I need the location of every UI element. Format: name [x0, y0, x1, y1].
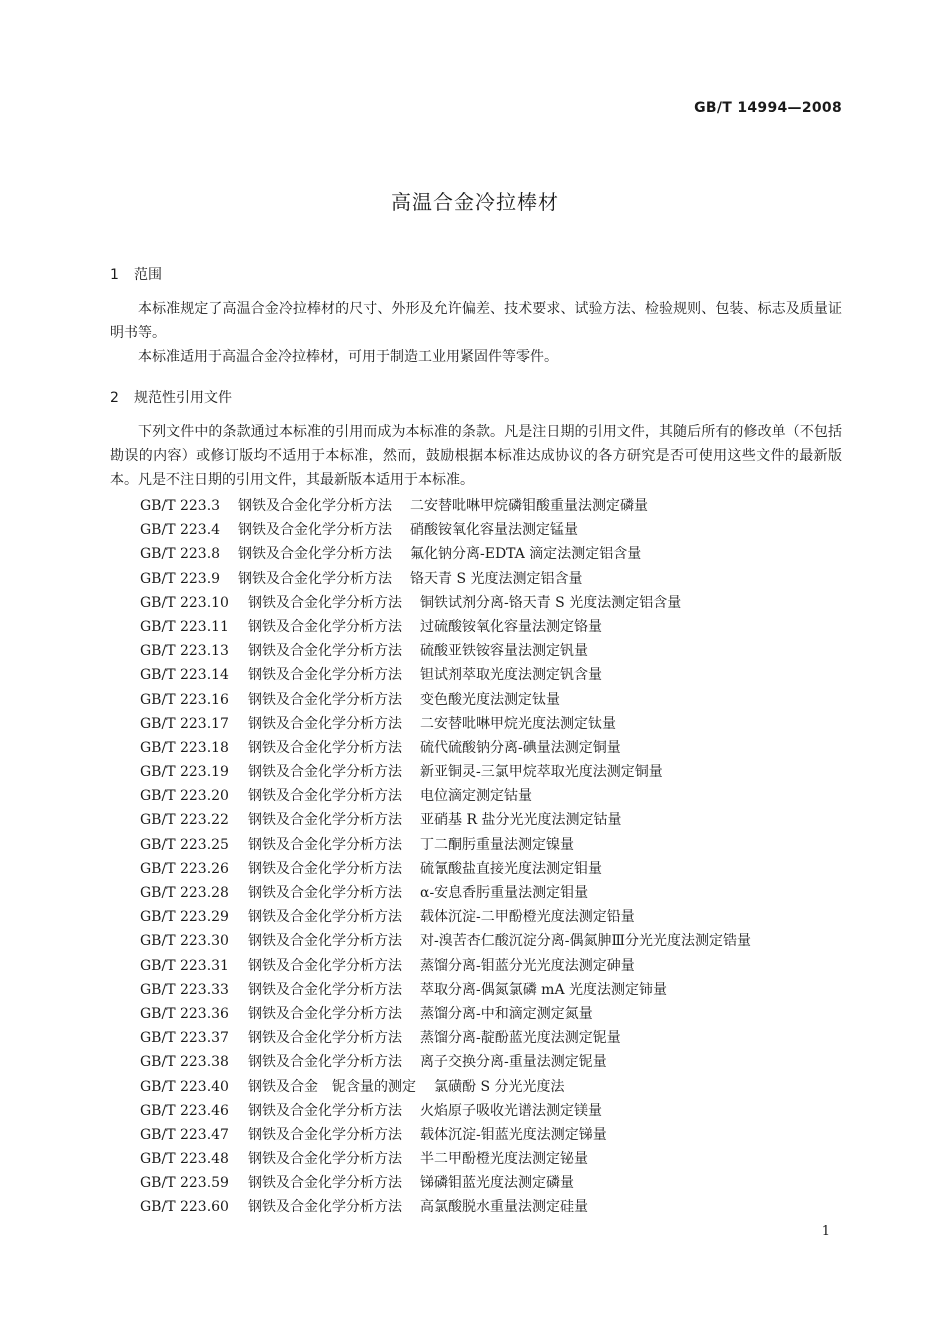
reference-title: 钽试剂萃取光度法测定钒含量 [420, 667, 602, 684]
reference-title: 载体沉淀-二甲酚橙光度法测定铅量 [420, 909, 635, 926]
reference-title: 变色酸光度法测定钛量 [420, 691, 560, 708]
reference-code: GB/T 223.29 [140, 909, 229, 926]
reference-code: GB/T 223.11 [140, 618, 229, 635]
reference-code: GB/T 223.25 [140, 836, 229, 853]
reference-method: 钢铁及合金化学分析方法 [248, 885, 402, 901]
reference-title: 对-溴苦杏仁酸沉淀分离-偶氮胂Ⅲ分光光度法测定锆量 [420, 933, 751, 950]
reference-item [140, 712, 860, 736]
reference-item [140, 1195, 860, 1219]
section-1-heading [110, 264, 162, 284]
reference-code: GB/T 223.28 [140, 885, 229, 901]
reference-method: 钢铁及合金 铌含量的测定 [248, 1078, 416, 1095]
reference-title: 蒸馏分离-钼蓝分光光度法测定砷量 [420, 957, 635, 974]
reference-method: 钢铁及合金化学分析方法 [248, 1030, 402, 1047]
reference-code: GB/T 223.4 [140, 522, 221, 539]
reference-title: 丁二酮肟重量法测定镍量 [420, 836, 574, 853]
section-1-number: 1 [110, 267, 119, 283]
reference-item [140, 808, 860, 832]
reference-method: 钢铁及合金化学分析方法 [248, 788, 402, 805]
reference-method: 钢铁及合金化学分析方法 [248, 981, 402, 998]
section-2-title: 规范性引用文件 [134, 390, 232, 406]
reference-method: 钢铁及合金化学分析方法 [248, 933, 402, 950]
reference-code: GB/T 223.20 [140, 788, 229, 805]
reference-item [140, 1171, 860, 1195]
reference-item [140, 978, 860, 1002]
reference-code: GB/T 223.46 [140, 1102, 229, 1119]
reference-item [140, 591, 860, 615]
reference-method: 钢铁及合金化学分析方法 [238, 570, 392, 587]
page-number: 1 [821, 1224, 830, 1239]
reference-code: GB/T 223.38 [140, 1054, 229, 1071]
reference-title: 亚硝基 R 盐分光光度法测定钴量 [420, 812, 622, 829]
reference-code: GB/T 223.13 [140, 643, 229, 660]
reference-method: 钢铁及合金化学分析方法 [238, 546, 392, 563]
reference-title: 高氯酸脱水重量法测定硅量 [420, 1199, 588, 1216]
reference-item [140, 567, 860, 591]
reference-method: 钢铁及合金化学分析方法 [248, 909, 402, 926]
reference-title: 硝酸铵氧化容量法测定锰量 [410, 522, 578, 539]
reference-method: 钢铁及合金化学分析方法 [248, 1151, 402, 1168]
reference-title: 新亚铜灵-三氯甲烷萃取光度法测定铜量 [420, 764, 663, 781]
reference-title: 硫酸亚铁铵容量法测定钒量 [420, 643, 588, 660]
reference-item [140, 1002, 860, 1026]
reference-item [140, 833, 860, 857]
reference-item [140, 1123, 860, 1147]
reference-title: 半二甲酚橙光度法测定铋量 [420, 1151, 588, 1168]
reference-title: 火焰原子吸收光谱法测定镁量 [420, 1102, 602, 1119]
reference-code: GB/T 223.14 [140, 667, 229, 684]
reference-code: GB/T 223.31 [140, 957, 229, 974]
reference-method: 钢铁及合金化学分析方法 [248, 715, 402, 732]
reference-item [140, 736, 860, 760]
reference-method: 钢铁及合金化学分析方法 [248, 618, 402, 635]
reference-method: 钢铁及合金化学分析方法 [248, 739, 402, 756]
section-2-heading [110, 387, 232, 407]
reference-code: GB/T 223.47 [140, 1126, 229, 1143]
reference-code: GB/T 223.26 [140, 860, 229, 877]
reference-method: 钢铁及合金化学分析方法 [248, 667, 402, 684]
reference-title: 锑磷钼蓝光度法测定磷量 [420, 1175, 574, 1192]
reference-item [140, 1147, 860, 1171]
reference-item [140, 1026, 860, 1050]
reference-title: 硫代硫酸钠分离-碘量法测定铜量 [420, 739, 621, 756]
reference-title: 氟化钠分离-EDTA 滴定法测定铝含量 [410, 546, 642, 563]
reference-title: 二安替吡啉甲烷磷钼酸重量法测定磷量 [410, 498, 648, 514]
reference-code: GB/T 223.36 [140, 1005, 229, 1022]
reference-method: 钢铁及合金化学分析方法 [248, 1199, 402, 1216]
reference-method: 钢铁及合金化学分析方法 [248, 860, 402, 877]
reference-code: GB/T 223.60 [140, 1199, 229, 1216]
scope-paragraph-2: 本标准适用于高温合金冷拉棒材，可用于制造工业用紧固件等零件。 [138, 349, 558, 365]
reference-item [140, 1050, 860, 1074]
reference-method: 钢铁及合金化学分析方法 [248, 1102, 402, 1119]
reference-item [140, 760, 860, 784]
reference-title: 离子交换分离-重量法测定铌量 [420, 1054, 607, 1071]
reference-code: GB/T 223.30 [140, 933, 229, 950]
reference-code: GB/T 223.59 [140, 1175, 229, 1192]
reference-code: GB/T 223.19 [140, 764, 229, 781]
section-2-number: 2 [110, 390, 119, 406]
reference-code: GB/T 223.40 [140, 1078, 229, 1095]
reference-method: 钢铁及合金化学分析方法 [248, 594, 402, 611]
reference-title: 氯磺酚 S 分光光度法 [434, 1078, 565, 1095]
reference-code: GB/T 223.10 [140, 594, 229, 611]
reference-title: 萃取分离-偶氮氯磷 mA 光度法测定铈量 [420, 981, 668, 998]
reference-title: 二安替吡啉甲烷光度法测定钛量 [420, 715, 616, 732]
reference-code: GB/T 223.48 [140, 1151, 229, 1168]
reference-code: GB/T 223.8 [140, 546, 221, 563]
reference-code: GB/T 223.18 [140, 739, 229, 756]
references-intro-paragraph: 下列文件中的条款通过本标准的引用而成为本标准的条款。凡是注日期的引用文件，其随后所有的修改单（不包括勘误的内容）或修订版均不适用于本标准，然而，鼓励根据本标准达成协议的各方研究是否可使用这些文件的最新版本。凡是不注日期的引用文件，其最新版本适用于本标准。 [110, 424, 842, 488]
reference-method: 钢铁及合金化学分析方法 [248, 764, 402, 781]
section-1-title: 范围 [134, 267, 162, 283]
reference-list [140, 494, 860, 1220]
reference-item [140, 688, 860, 712]
reference-title: 铬天青 S 光度法测定铝含量 [410, 570, 583, 587]
reference-item [140, 494, 860, 518]
reference-method: 钢铁及合金化学分析方法 [248, 643, 402, 660]
reference-code: GB/T 223.22 [140, 812, 229, 829]
reference-item [140, 542, 860, 566]
reference-item [140, 639, 860, 663]
reference-code: GB/T 223.33 [140, 981, 229, 998]
reference-code: GB/T 223.17 [140, 715, 229, 732]
reference-method: 钢铁及合金化学分析方法 [248, 812, 402, 829]
reference-title: 过硫酸铵氧化容量法测定铬量 [420, 618, 602, 635]
reference-title: 硫氰酸盐直接光度法测定钼量 [420, 860, 602, 877]
reference-method: 钢铁及合金化学分析方法 [248, 1054, 402, 1071]
reference-item [140, 881, 860, 905]
reference-code: GB/T 223.16 [140, 691, 229, 708]
reference-title: 载体沉淀-钼蓝光度法测定锑量 [420, 1126, 607, 1143]
reference-item [140, 615, 860, 639]
reference-method: 钢铁及合金化学分析方法 [238, 522, 392, 539]
reference-method: 钢铁及合金化学分析方法 [248, 691, 402, 708]
reference-code: GB/T 223.9 [140, 570, 221, 587]
reference-method: 钢铁及合金化学分析方法 [248, 1175, 402, 1192]
reference-item [140, 784, 860, 808]
reference-item [140, 929, 860, 953]
reference-item [140, 1075, 860, 1099]
reference-method: 钢铁及合金化学分析方法 [248, 1126, 402, 1143]
reference-title: 铜铁试剂分离-铬天青 S 光度法测定铝含量 [420, 594, 682, 611]
reference-method: 钢铁及合金化学分析方法 [248, 957, 402, 974]
scope-paragraph-1: 本标准规定了高温合金冷拉棒材的尺寸、外形及允许偏差、技术要求、试验方法、检验规则、包装、标志及质量证明书等。 [110, 301, 842, 341]
reference-title: 电位滴定测定钴量 [420, 788, 532, 805]
reference-item [140, 857, 860, 881]
document-title: 高温合金冷拉棒材 [391, 190, 559, 214]
reference-item [140, 954, 860, 978]
reference-code: GB/T 223.3 [140, 498, 221, 514]
reference-title: 蒸馏分离-中和滴定测定氮量 [420, 1005, 593, 1022]
reference-item [140, 1099, 860, 1123]
reference-code: GB/T 223.37 [140, 1030, 229, 1047]
reference-method: 钢铁及合金化学分析方法 [248, 1005, 402, 1022]
reference-method: 钢铁及合金化学分析方法 [248, 836, 402, 853]
reference-item [140, 905, 860, 929]
reference-item [140, 518, 860, 542]
reference-method: 钢铁及合金化学分析方法 [238, 498, 392, 514]
reference-title: α-安息香肟重量法测定钼量 [420, 885, 589, 901]
reference-item [140, 663, 860, 687]
standard-number: GB/T 14994—2008 [694, 100, 842, 116]
reference-title: 蒸馏分离-靛酚蓝光度法测定铌量 [420, 1030, 621, 1047]
